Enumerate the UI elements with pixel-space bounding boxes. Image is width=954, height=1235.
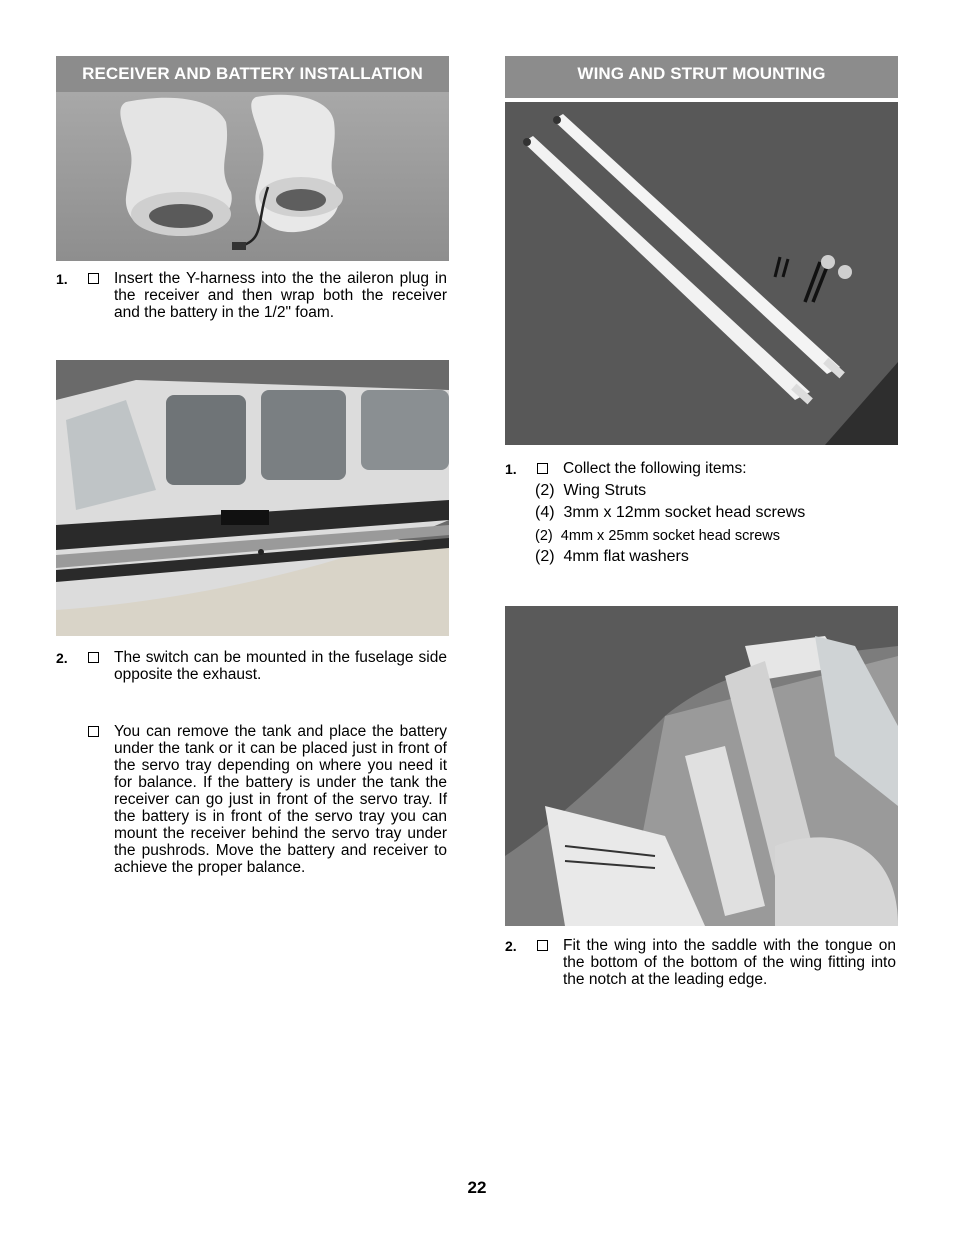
step-number: 1. bbox=[56, 271, 68, 287]
checkbox-icon[interactable] bbox=[88, 726, 99, 737]
checkbox-icon[interactable] bbox=[537, 463, 548, 474]
wing-step-2 bbox=[505, 937, 898, 997]
list-item bbox=[535, 504, 805, 522]
list-item bbox=[535, 482, 646, 500]
step-number: 1. bbox=[505, 461, 517, 477]
item-qty: (2) bbox=[535, 482, 555, 499]
checkbox-icon[interactable] bbox=[88, 273, 99, 284]
step-text: Insert the Y-harness into the the aileron plug in the receiver and then wrap both the receiver and the battery in the 1/2" foam. bbox=[114, 270, 447, 321]
page-number: 22 bbox=[467, 1178, 487, 1197]
item-qty: (4) bbox=[535, 504, 555, 521]
step-text: Collect the following items: bbox=[563, 460, 747, 477]
section-header-text: WING AND STRUT MOUNTING bbox=[577, 64, 826, 83]
receiver-step-2 bbox=[56, 649, 449, 689]
photo-foam-wrapped-receiver-battery bbox=[56, 92, 449, 261]
list-item bbox=[535, 527, 780, 545]
section-header-receiver-battery bbox=[56, 56, 449, 92]
wing-step-1 bbox=[505, 460, 898, 480]
checkbox-icon[interactable] bbox=[537, 940, 548, 951]
item-qty: (2) bbox=[535, 528, 553, 544]
list-item bbox=[535, 548, 689, 566]
section-header-text: RECEIVER AND BATTERY INSTALLATION bbox=[82, 64, 423, 83]
photo-fuselage-switch bbox=[56, 360, 449, 636]
item-desc: 3mm x 12mm socket head screws bbox=[563, 504, 806, 521]
section-header-wing-strut bbox=[505, 56, 898, 98]
item-desc: 4mm x 25mm socket head screws bbox=[560, 528, 780, 544]
note-text: You can remove the tank and place the battery under the tank or it can be placed just in front of the servo tray depending on where you need it for balance. If the battery is under the tank the receiver can go just in front of the servo tray. If the battery is in front of the servo tray you can mount the receiver behind the servo tray under the pushrods. Move the battery and receiver to achieve the proper balance. bbox=[114, 723, 447, 876]
checkbox-icon[interactable] bbox=[88, 652, 99, 663]
step-text: Fit the wing into the saddle with the tongue on the bottom of the bottom of the wing fitting into the notch at the leading edge. bbox=[563, 937, 896, 988]
step-number: 2. bbox=[505, 938, 517, 954]
receiver-step-1 bbox=[56, 270, 449, 330]
step-number: 2. bbox=[56, 650, 68, 666]
receiver-note bbox=[56, 723, 449, 903]
photo-wing-struts-hardware bbox=[505, 102, 898, 445]
item-desc: Wing Struts bbox=[563, 482, 647, 499]
item-qty: (2) bbox=[535, 548, 555, 565]
step-text: The switch can be mounted in the fuselage side opposite the exhaust. bbox=[114, 649, 447, 683]
photo-wing-saddle bbox=[505, 606, 898, 926]
item-desc: 4mm flat washers bbox=[563, 548, 689, 565]
